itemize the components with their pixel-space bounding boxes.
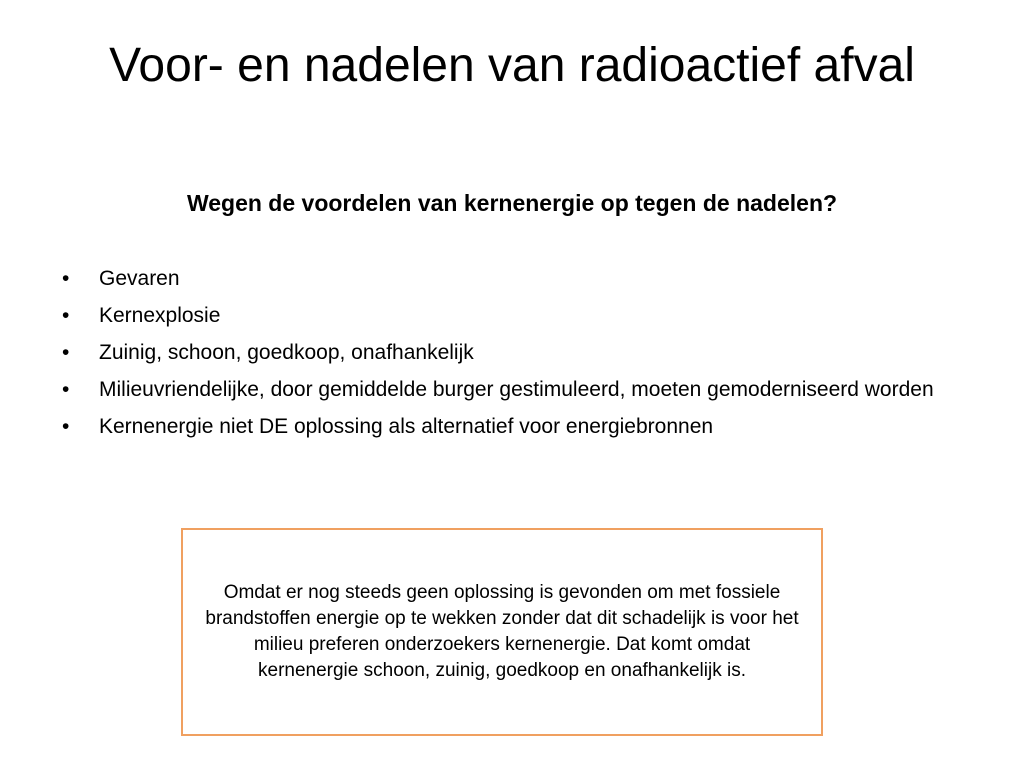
bullet-text: Milieuvriendelijke, door gemiddelde burger gestimuleerd, moeten gemoderniseerd worden — [99, 378, 934, 401]
bullet-item — [62, 340, 962, 366]
bullet-item — [62, 377, 962, 403]
note-text: Omdat er nog steeds geen oplossing is gevonden om met fossiele brandstoffen energie op te wekken zonder dat dit schadelijk is voor het milieu preferen onderzoekers kernenergie. Dat komt omdat kernenergie schoon, zuinig, goedkoop en onafhankelijk is. — [205, 582, 799, 681]
bullet-item — [62, 266, 962, 292]
bullet-text: Gevaren — [99, 267, 180, 290]
bullet-text: Kernenergie niet DE oplossing als alternatief voor energiebronnen — [99, 415, 714, 438]
bullet-item — [62, 303, 962, 329]
bullet-list — [62, 266, 962, 451]
note-box — [181, 528, 823, 736]
bullet-marker: • — [62, 378, 70, 401]
bullet-marker: • — [62, 341, 70, 364]
bullet-text: Kernexplosie — [99, 304, 221, 327]
bullet-item — [62, 414, 962, 440]
bullet-marker: • — [62, 304, 70, 327]
bullet-marker: • — [62, 267, 70, 290]
bullet-marker: • — [62, 415, 70, 438]
slide-title: Voor- en nadelen van radioactief afval — [109, 39, 915, 92]
slide-subtitle: Wegen de voordelen van kernenergie op tegen de nadelen? — [186, 190, 838, 216]
bullet-text: Zuinig, schoon, goedkoop, onafhankelijk — [99, 341, 474, 364]
